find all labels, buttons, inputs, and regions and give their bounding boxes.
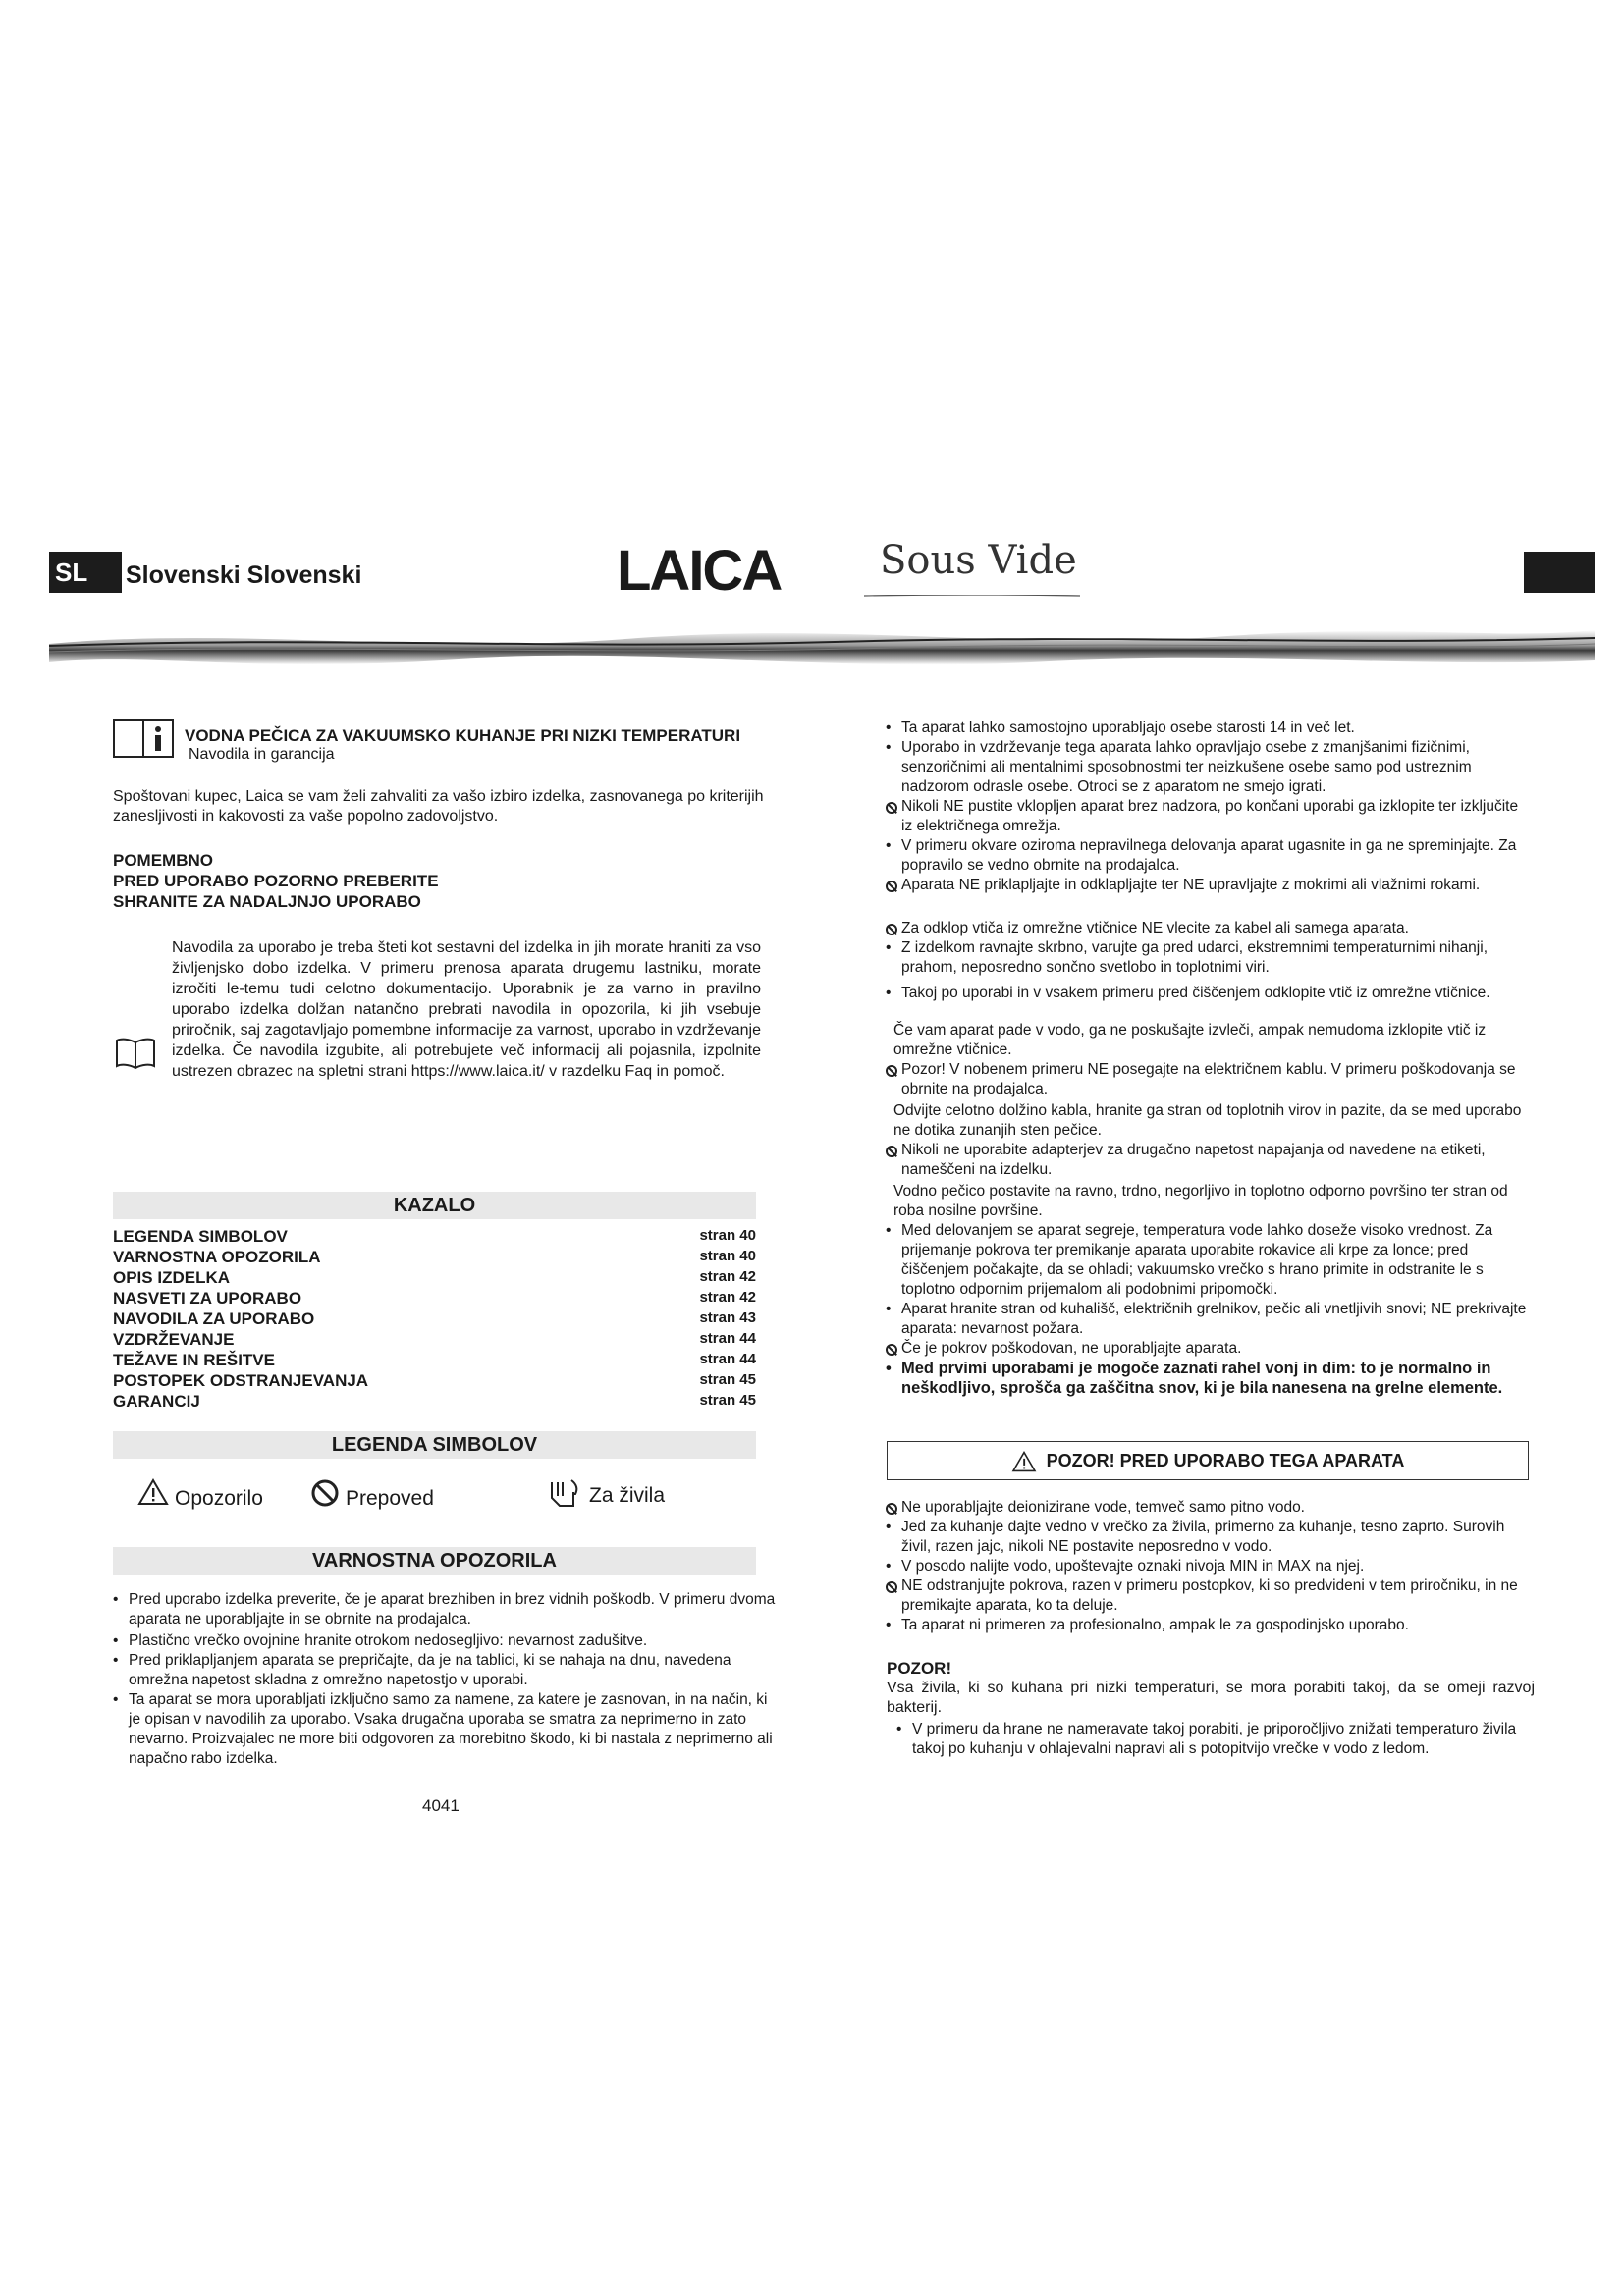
before-use-box (887, 1441, 1529, 1480)
toc-row (113, 1392, 756, 1413)
caution-title: POZOR! (887, 1659, 952, 1678)
water-wave-banner (49, 616, 1595, 671)
caution-item-text: V primeru da hrane ne nameravate takoj porabiti, je priporočljivo znižati temperaturo živila takoj po kuhanju v ohlajevalni napravi ali s potopitvijo vrečke v vodo z ledom. (912, 1721, 1517, 1757)
toc-row (113, 1227, 756, 1248)
safety-item (886, 938, 1532, 978)
intro-title: VODNA PEČICA ZA VAKUUMSKO KUHANJE PRI NIZKI TEMPERATURI (185, 726, 741, 745)
before-use-item-text: Jed za kuhanje dajte vedno v vrečko za živila, primerno za kuhanje, tesno zaprto. Surovih živil, razen jajc, nikoli NE postavite neposredno v vodo. (901, 1519, 1505, 1555)
safety-item-text: Z izdelkom ravnajte skrbno, varujte ga pred udarci, ekstremnimi temperaturnimi nihanji, prahom, neposredno sončno svetlobo in toplotnimi viri. (901, 939, 1488, 976)
safety-item (901, 919, 1532, 938)
prohibited-icon (886, 1146, 897, 1157)
bullet-marker: • (886, 1301, 892, 1317)
bullet-marker: • (886, 837, 892, 854)
prohibited-icon (886, 879, 899, 898)
toc-label: LEGENDA SIMBOLOV (113, 1227, 288, 1246)
before-use-item-text: V posodo nalijte vodo, upoštevajte oznaki nivoja MIN in MAX na njej. (901, 1558, 1365, 1575)
toc-title: KAZALO (113, 1192, 756, 1219)
toc-label: POSTOPEK ODSTRANJEVANJA (113, 1371, 369, 1390)
brand-logo: LAICA (617, 539, 782, 603)
toc-label: NASVETI ZA UPORABO (113, 1289, 302, 1308)
before-use-item (901, 1498, 1532, 1518)
toc-page: stran 44 (699, 1330, 756, 1347)
safety-item-text: Vodno pečico postavite na ravno, trdno, negorljivo in toplotno odporno površino ter stran od roba nosilne površine. (893, 1183, 1508, 1219)
toc-row (113, 1268, 756, 1289)
safety-item-text: Če vam aparat pade v vodo, ga ne poskušajte izvleči, ampak nemudoma izklopite vtič iz omrežne vtičnice. (893, 1022, 1487, 1058)
bullet-marker: • (886, 1558, 892, 1575)
toc-row (113, 1309, 756, 1330)
prohibited-icon (310, 1478, 340, 1508)
safety-item (886, 719, 1532, 738)
toc-label: OPIS IZDELKA (113, 1268, 231, 1287)
toc-page: stran 45 (699, 1392, 756, 1409)
legend-title: LEGENDA SIMBOLOV (113, 1431, 756, 1459)
safety-item-text: Pred uporabo izdelka preverite, če je aparat brezhiben in brez vidnih poškodb. V primeru dvoma aparata ne uporabljajte in se obrnite na prodajalca. (129, 1591, 776, 1628)
safety-item-text: Pozor! V nobenem primeru NE posegajte na električnem kablu. V primeru poškodovanja se obrnite na prodajalca. (901, 1061, 1516, 1097)
important-line: SHRANITE ZA NADALJNJO UPORABO (113, 892, 421, 911)
bullet-marker: • (113, 1652, 119, 1669)
caution-item (896, 1720, 1535, 1759)
safety-item-text: Nikoli NE pustite vklopljen aparat brez nadzora, po končani uporabi ga izklopite ter izključite iz električnega omrežja. (901, 798, 1519, 834)
bullet-marker: • (886, 1222, 892, 1239)
toc-row (113, 1330, 756, 1351)
toc-page: stran 42 (699, 1268, 756, 1285)
intro-greeting: Spoštovani kupec, Laica se vam želi zahvaliti za vašo izbiro izdelka, zasnovanega po kriterijih zanesljivosti in kakovosti za vaše popolno zadovoljstvo. (113, 788, 764, 825)
toc-page: stran 40 (699, 1227, 756, 1244)
safety-item (893, 1182, 1532, 1221)
bullet-marker: • (886, 939, 892, 956)
safety-item (113, 1631, 777, 1651)
bullet-marker: • (886, 1360, 892, 1377)
language-title: Slovenski Slovenski (126, 561, 362, 589)
safety-item (901, 1339, 1532, 1359)
toc-label: GARANCIJ (113, 1392, 200, 1411)
safety-item-text: Ta aparat lahko samostojno uporabljajo osebe starosti 14 in več let. (901, 720, 1355, 736)
important-line: POMEMBNO (113, 851, 213, 870)
safety-item (893, 1021, 1532, 1060)
safety-item (113, 1690, 777, 1769)
toc-label: VZDRŽEVANJE (113, 1330, 235, 1349)
intro-subtitle: Navodila in garancija (189, 746, 335, 763)
before-use-item-text: NE odstranjujte pokrova, razen v primeru postopkov, ki so predvideni v tem priročniku, in ne premikajte aparata, ko ta deluje. (901, 1577, 1518, 1614)
safety-item-text: Aparata NE priklapljajte in odklapljajte ter NE upravljajte z mokrimi ali vlažnimi rokami. (901, 877, 1481, 893)
safety-item-text: Uporabo in vzdrževanje tega aparata lahko opravljajo osebe z zmanjšanimi fizičnimi, senzoričnimi ali mentalnimi sposobnostmi ter neizkušene osebe samo pod ustreznim nadzorom odrasle osebe. Otroci se z aparatom ne smejo igrati. (901, 739, 1472, 795)
prohibited-icon (886, 802, 897, 814)
prohibited-icon (886, 1581, 897, 1593)
safety-title: VARNOSTNA OPOZORILA (113, 1547, 756, 1575)
toc-label: VARNOSTNA OPOZORILA (113, 1248, 321, 1266)
toc-row (113, 1351, 756, 1371)
bullet-marker: • (113, 1591, 119, 1608)
prohibited-icon (886, 800, 899, 820)
toc-row (113, 1371, 756, 1392)
legend-food-label: Za živila (589, 1484, 666, 1507)
before-use-item (886, 1557, 1532, 1576)
safety-item-text: Pred priklapljanjem aparata se prepričajte, da je na tablici, ki se nahaja na dnu, navedena omrežna napetost skladna z omrežno napetostjo v uporabi. (129, 1652, 731, 1688)
prohibited-icon (886, 881, 897, 892)
safety-item (901, 797, 1532, 836)
toc-row (113, 1248, 756, 1268)
caution-text: Vsa živila, ki so kuhana pri nizki temperaturi, se mora porabiti takoj, da se omeji razvoj bakterij. (887, 1680, 1535, 1716)
open-book-icon (115, 1037, 156, 1070)
prohibited-icon (886, 1144, 899, 1163)
toc-page: stran 45 (699, 1371, 756, 1388)
bullet-marker: • (886, 720, 892, 736)
safety-item (886, 836, 1532, 876)
safety-item-text: Med prvimi uporabami je mogoče zaznati rahel vonj in dim: to je normalno in neškodljivo, sprošča ga zaščitna snov, ki je bila nanesena na grelne elemente. (901, 1360, 1503, 1397)
before-use-item (886, 1518, 1532, 1557)
toc-page: stran 40 (699, 1248, 756, 1264)
safety-item (901, 876, 1532, 895)
bullet-marker: • (113, 1632, 119, 1649)
important-notice (113, 850, 439, 912)
safety-item-text: Nikoli ne uporabite adapterjev za drugačno napetost napajanja od navedene na etiketi, nameščeni na izdelku. (901, 1142, 1486, 1178)
safety-item (886, 738, 1532, 797)
prohibited-icon (886, 1063, 899, 1083)
safety-item-text: Če je pokrov poškodovan, ne uporabljajte aparata. (901, 1340, 1242, 1357)
safety-item-text: V primeru okvare oziroma nepravilnega delovanja aparat ugasnite in ga ne spreminjajte. Za popravilo se vedno obrnite na prodajalca. (901, 837, 1517, 874)
prohibited-icon (886, 1503, 897, 1515)
safety-item (886, 984, 1532, 1003)
safety-item (886, 1359, 1532, 1398)
prohibited-icon (886, 1344, 897, 1356)
toc-label: TEŽAVE IN REŠITVE (113, 1351, 275, 1369)
safety-item (893, 1101, 1532, 1141)
manual-text: Navodila za uporabo je treba šteti kot sestavni del izdelka in jih morate hraniti za vso življenjsko dobo izdelka. V primeru prenosa aparata drugemu lastniku, morate izročiti le-temu tudi celotno dokumentacijo. Uporabnik je za varno in pravilno uporabo izdelka dolžan natančno prebrati navodila in opozorila, ki jih vsebuje priročnik, saj zagotavljajo pomembne informacije za varnost, uporabo in vzdrževanje izdelka. Če navodila izgubite, ali potrebujete več informacij ali pojasnila, izpolnite ustrezen obrazec na spletni strani https://www.laica.it/ v razdelku Faq in pomoč. (172, 939, 761, 1080)
safety-item-text: Plastično vrečko ovojnine hranite otrokom nedosegljivo: nevarnost zadušitve. (129, 1632, 648, 1649)
before-use-title: POZOR! PRED UPORABO TEGA APARATA (1046, 1451, 1405, 1470)
toc-page: stran 43 (699, 1309, 756, 1326)
food-safe-icon (550, 1478, 581, 1508)
safety-item (886, 1221, 1532, 1300)
header-block (1524, 552, 1595, 593)
important-line: PRED UPORABO POZORNO PREBERITE (113, 872, 439, 890)
before-use-item (886, 1616, 1532, 1635)
safety-item (901, 1060, 1532, 1099)
safety-item-text: Odvijte celotno dolžino kabla, hranite ga stran od toplotnih virov in pazite, da se med uporabo ne dotika zunanjih sten pečice. (893, 1102, 1522, 1139)
before-use-item-text: Ne uporabljajte deionizirane vode, temveč samo pitno vodo. (901, 1499, 1305, 1516)
product-underline (864, 595, 1080, 597)
toc-row (113, 1289, 756, 1309)
toc-page: stran 44 (699, 1351, 756, 1367)
bullet-marker: • (896, 1721, 902, 1737)
bullet-marker: • (113, 1691, 119, 1708)
safety-item (113, 1590, 777, 1629)
bullet-marker: • (886, 985, 892, 1001)
safety-item (886, 1300, 1532, 1339)
language-tab: SL (49, 552, 122, 593)
before-use-item (901, 1576, 1532, 1616)
warning-icon (137, 1478, 169, 1506)
safety-item-text: Takoj po uporabi in v vsakem primeru pred čiščenjem odklopite vtič iz omrežne vtičnice. (901, 985, 1490, 1001)
prohibited-icon (886, 1579, 899, 1599)
safety-item-text: Za odklop vtiča iz omrežne vtičnice NE vlecite za kabel ali samega aparata. (901, 920, 1409, 936)
info-book-icon (113, 719, 174, 758)
safety-item-text: Aparat hranite stran od kuhališč, električnih grelnikov, pečic ali vnetljivih snovi; NE prekrivajte aparata: nevarnost požara. (901, 1301, 1527, 1337)
prohibited-icon (886, 1065, 897, 1077)
toc-label: NAVODILA ZA UPORABO (113, 1309, 315, 1328)
safety-item-text: Ta aparat se mora uporabljati izključno samo za namene, za katere je zasnovan, in na način, ki je opisan v navodilih za uporabo. Vsaka drugačna uporaba se smatra za neprimerno in zato nevarno. Proizvajalec ne more biti odgovoren za morebitno škodo, ki bi nastala z neprimerno ali napačno rabo izdelka. (129, 1691, 773, 1767)
safety-item (901, 1141, 1532, 1180)
bullet-marker: • (886, 1519, 892, 1535)
prohibited-icon (886, 924, 897, 935)
bullet-marker: • (886, 739, 892, 756)
safety-item-text: Med delovanjem se aparat segreje, temperatura vode lahko doseže visoko vrednost. Za prijemanje pokrova ter premikanje aparata uporabite rokavice ali krpe za lonce; pred čiščenjem počakajte, da se ohladi; vakuumsko vrečko s hrano primite in odstranite le s toplotno odpornim prijemalom ali podobnimi pripomočki. (901, 1222, 1493, 1298)
bullet-marker: • (886, 1617, 892, 1633)
toc-page: stran 42 (699, 1289, 756, 1306)
before-use-item-text: Ta aparat ni primeren za profesionalno, ampak le za gospodinjsko uporabo. (901, 1617, 1409, 1633)
legend-prohibited-label: Prepoved (346, 1487, 434, 1510)
legend-warning-label: Opozorilo (175, 1487, 263, 1510)
page-number: 4041 (422, 1796, 460, 1815)
product-title: Sous Vide (880, 538, 1077, 583)
warning-icon (1011, 1451, 1037, 1472)
safety-item (113, 1651, 777, 1690)
